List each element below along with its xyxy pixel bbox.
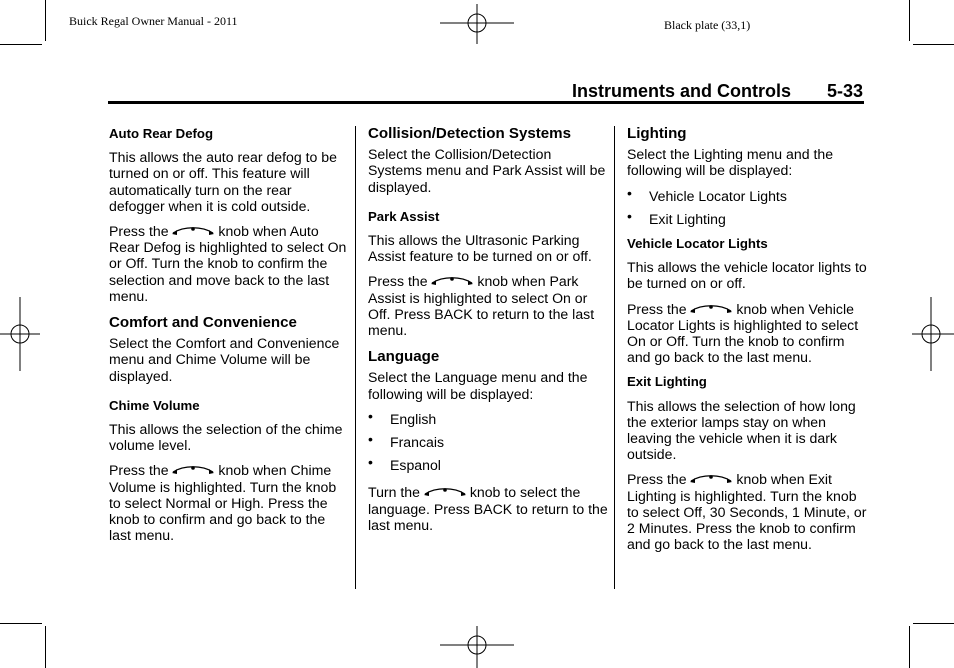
crop-mark xyxy=(909,0,910,41)
list-item: • Espanol xyxy=(368,457,608,473)
list-item: • Francais xyxy=(368,434,608,450)
paragraph xyxy=(109,223,349,304)
heading-language: Language xyxy=(368,348,440,366)
menu-knob-icon xyxy=(690,303,732,315)
text: Press the xyxy=(109,223,169,240)
column-1 xyxy=(109,126,349,552)
crop-mark xyxy=(45,626,46,668)
list-item: • English xyxy=(368,411,608,427)
text: Press the xyxy=(627,300,687,317)
heading-exit-lighting: Exit Lighting xyxy=(627,374,707,390)
paragraph xyxy=(368,484,608,533)
text: knob when Park Assist is highlighted to select On or Off. Press BACK to return to the last menu. xyxy=(368,273,595,339)
menu-knob-icon xyxy=(172,464,214,476)
text: knob to select the language. Press BACK to return to the last menu. xyxy=(368,484,608,533)
heading-collision: Collision/Detection Systems xyxy=(368,125,571,142)
plate-label: Black plate (33,1) xyxy=(664,18,751,32)
column-3 xyxy=(627,126,867,561)
crop-mark xyxy=(0,44,42,45)
paragraph: This allows the selection of how long the exterior lamps stay on when leaving the vehicle when it is dark outside. xyxy=(627,397,856,463)
crop-mark xyxy=(909,626,910,668)
paragraph: This allows the Ultrasonic Parking Assist feature to be turned on or off. xyxy=(368,232,592,265)
column-divider xyxy=(355,126,356,589)
text: Press the xyxy=(627,471,687,488)
registration-target-icon xyxy=(440,4,514,44)
paragraph: Select the Comfort and Convenience menu and Chime Volume will be displayed. xyxy=(109,335,340,384)
heading-comfort: Comfort and Convenience xyxy=(109,314,297,332)
manual-title: Buick Regal Owner Manual - 2011 xyxy=(69,14,238,28)
paragraph: Select the Lighting menu and the following will be displayed: xyxy=(627,146,834,179)
paragraph: Select the Collision/Detection Systems menu and Park Assist will be displayed. xyxy=(368,146,606,195)
header-rule xyxy=(108,101,864,104)
registration-target-icon xyxy=(912,297,954,371)
crop-mark xyxy=(0,623,42,624)
list-item: • Vehicle Locator Lights xyxy=(627,188,867,204)
menu-knob-icon xyxy=(431,275,473,287)
column-2 xyxy=(368,126,608,542)
registration-target-icon xyxy=(0,297,40,371)
section-title: Instruments and Controls xyxy=(572,81,792,101)
paragraph: This allows the vehicle locator lights to be turned on or off. xyxy=(627,259,867,292)
text: knob when Auto Rear Defog is highlighted to select On or Off. Turn the knob to confirm the selection and move back to the last menu. xyxy=(109,223,347,304)
registration-target-icon xyxy=(440,626,514,668)
heading-chime-volume: Chime Volume xyxy=(109,397,200,413)
text: knob when Chime Volume is highlighted. Turn the knob to select Normal or High. Press the knob to confirm and go back to the last menu. xyxy=(109,462,337,544)
column-divider xyxy=(614,126,615,589)
crop-mark xyxy=(45,0,46,41)
paragraph: This allows the selection of the chime volume level. xyxy=(109,421,343,454)
paragraph xyxy=(627,471,867,552)
text: Turn the xyxy=(368,484,420,501)
text: knob when Vehicle Locator Lights is highlighted to select On or Off. Turn the knob to confirm and go back to the last menu. xyxy=(627,300,859,366)
menu-knob-icon xyxy=(690,473,732,485)
heading-lighting: Lighting xyxy=(627,125,687,142)
paragraph: This allows the auto rear defog to be turned on or off. This feature will automatically turn on the rear defogger when it is cold outside. xyxy=(109,149,337,214)
menu-knob-icon xyxy=(424,486,466,498)
heading-auto-rear-defog: Auto Rear Defog xyxy=(109,126,214,141)
crop-mark xyxy=(913,44,954,45)
list-item: • Exit Lighting xyxy=(627,211,867,227)
text: Press the xyxy=(368,273,428,290)
page-number: 5-33 xyxy=(827,81,864,101)
heading-vehicle-locator: Vehicle Locator Lights xyxy=(627,236,768,252)
paragraph xyxy=(627,301,867,366)
heading-park-assist: Park Assist xyxy=(368,208,440,224)
crop-mark xyxy=(913,623,954,624)
text: knob when Exit Lighting is highlighted. Turn the knob to select Off, 30 Seconds, 1 Minute, or 2 Minutes. Press the knob to confirm and go back to the last menu. xyxy=(627,471,867,553)
paragraph xyxy=(109,462,349,543)
text: Press the xyxy=(109,462,169,479)
menu-knob-icon xyxy=(172,225,214,237)
paragraph: Select the Language menu and the following will be displayed: xyxy=(368,369,588,402)
paragraph xyxy=(368,273,608,338)
